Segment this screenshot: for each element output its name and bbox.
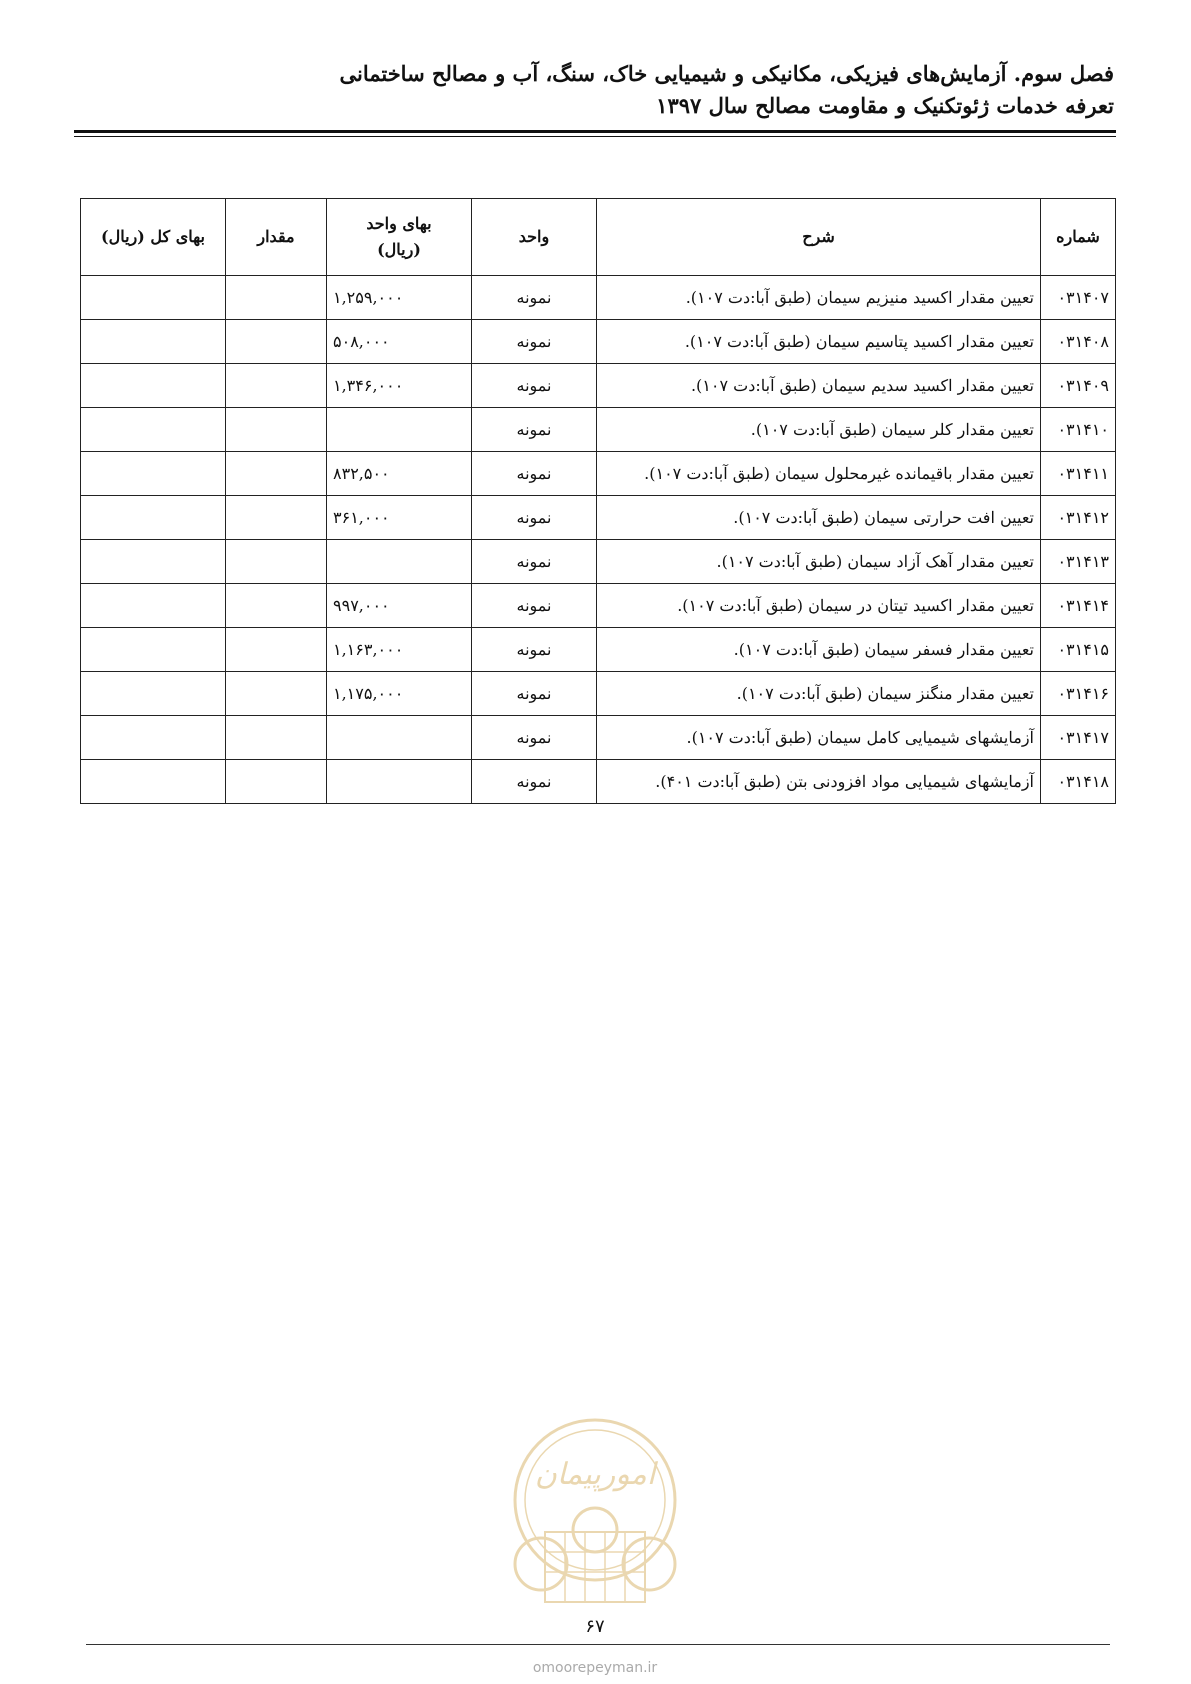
cell-desc: آزمایشهای شیمیایی کامل سیمان (طبق آبا:دت ۱۰۷). (597, 716, 1041, 760)
cell-unit: نمونه (472, 364, 597, 408)
cell-unit: نمونه (472, 452, 597, 496)
cell-desc: تعیین مقدار فسفر سیمان (طبق آبا:دت ۱۰۷). (597, 628, 1041, 672)
table-row (81, 540, 1116, 584)
header-rule-thick (74, 130, 1116, 133)
cell-qty (226, 584, 327, 628)
cell-code: ۰۳۱۴۰۹ (1041, 364, 1116, 408)
table-header-row (81, 199, 1116, 276)
cell-price: ۱,۱۶۳,۰۰۰ (327, 628, 472, 672)
cell-desc: آزمایشهای شیمیایی مواد افزودنی بتن (طبق آبا:دت ۴۰۱). (597, 760, 1041, 804)
cell-qty (226, 496, 327, 540)
cell-total (81, 408, 226, 452)
table-row (81, 320, 1116, 364)
header-code: شماره (1041, 199, 1116, 276)
cell-price: ۱,۲۵۹,۰۰۰ (327, 276, 472, 320)
cell-code: ۰۳۱۴۰۷ (1041, 276, 1116, 320)
header-unit-price-label: بهای واحد (366, 214, 432, 233)
cell-code: ۰۳۱۴۱۳ (1041, 540, 1116, 584)
header-unit-price (327, 199, 472, 276)
cell-unit: نمونه (472, 584, 597, 628)
table-row (81, 716, 1116, 760)
header-desc: شرح (597, 199, 1041, 276)
table-row (81, 760, 1116, 804)
cell-desc: تعیین افت حرارتی سیمان (طبق آبا:دت ۱۰۷). (597, 496, 1041, 540)
cell-code: ۰۳۱۴۱۵ (1041, 628, 1116, 672)
cell-unit: نمونه (472, 320, 597, 364)
cell-total (81, 364, 226, 408)
cell-desc: تعیین مقدار کلر سیمان (طبق آبا:دت ۱۰۷). (597, 408, 1041, 452)
cell-price (327, 760, 472, 804)
header-total: بهای کل (ریال) (81, 199, 226, 276)
cell-unit: نمونه (472, 628, 597, 672)
cell-unit: نمونه (472, 496, 597, 540)
cell-price (327, 408, 472, 452)
cell-desc: تعیین مقدار آهک آزاد سیمان (طبق آبا:دت ۱۰۷). (597, 540, 1041, 584)
cell-total (81, 628, 226, 672)
cell-code: ۰۳۱۴۱۲ (1041, 496, 1116, 540)
table-row (81, 672, 1116, 716)
cell-desc: تعیین مقدار منگنز سیمان (طبق آبا:دت ۱۰۷). (597, 672, 1041, 716)
cell-total (81, 320, 226, 364)
cell-total (81, 760, 226, 804)
table-row (81, 496, 1116, 540)
cell-qty (226, 672, 327, 716)
cell-desc: تعیین مقدار اکسید پتاسیم سیمان (طبق آبا:دت ۱۰۷). (597, 320, 1041, 364)
cell-code: ۰۳۱۴۱۰ (1041, 408, 1116, 452)
table-row (81, 584, 1116, 628)
header-rule-thin (74, 136, 1116, 137)
cell-qty (226, 276, 327, 320)
cell-code: ۰۳۱۴۱۸ (1041, 760, 1116, 804)
cell-qty (226, 320, 327, 364)
cell-price (327, 540, 472, 584)
page-header (74, 58, 1114, 122)
cell-price: ۱,۱۷۵,۰۰۰ (327, 672, 472, 716)
watermark-logo (505, 1412, 685, 1612)
cell-code: ۰۳۱۴۰۸ (1041, 320, 1116, 364)
header-qty: مقدار (226, 199, 327, 276)
cell-total (81, 672, 226, 716)
cell-qty (226, 628, 327, 672)
cell-qty (226, 760, 327, 804)
header-unit-price-currency: (ریال) (377, 240, 421, 259)
cell-price: ۱,۳۴۶,۰۰۰ (327, 364, 472, 408)
cell-price: ۵۰۸,۰۰۰ (327, 320, 472, 364)
cell-qty (226, 364, 327, 408)
cell-total (81, 584, 226, 628)
table-body (81, 276, 1116, 804)
header-unit: واحد (472, 199, 597, 276)
watermark-logo-text: امورپیمان (534, 1457, 656, 1492)
cell-total (81, 276, 226, 320)
cell-code: ۰۳۱۴۱۴ (1041, 584, 1116, 628)
cell-desc: تعیین مقدار اکسید منیزیم سیمان (طبق آبا:دت ۱۰۷). (597, 276, 1041, 320)
cell-total (81, 452, 226, 496)
cell-code: ۰۳۱۴۱۶ (1041, 672, 1116, 716)
cell-price: ۳۶۱,۰۰۰ (327, 496, 472, 540)
table-row (81, 276, 1116, 320)
table-row (81, 364, 1116, 408)
cell-code: ۰۳۱۴۱۷ (1041, 716, 1116, 760)
cell-qty (226, 540, 327, 584)
table-row (81, 628, 1116, 672)
cell-qty (226, 408, 327, 452)
table-row (81, 452, 1116, 496)
site-watermark: omoorepeyman.ir (532, 1660, 658, 1676)
document-title: تعرفه خدمات ژئوتکنیک و مقاومت مصالح سال ۱۳۹۷ (656, 93, 1114, 118)
cell-total (81, 716, 226, 760)
cell-price: ۸۳۲,۵۰۰ (327, 452, 472, 496)
tariff-table (80, 198, 1116, 804)
cell-total (81, 540, 226, 584)
cell-unit: نمونه (472, 540, 597, 584)
cell-unit: نمونه (472, 760, 597, 804)
cell-total (81, 496, 226, 540)
footer-rule (86, 1644, 1110, 1645)
cell-unit: نمونه (472, 716, 597, 760)
cell-price: ۹۹۷,۰۰۰ (327, 584, 472, 628)
cell-desc: تعیین مقدار باقیمانده غیرمحلول سیمان (طبق آبا:دت ۱۰۷). (597, 452, 1041, 496)
cell-desc: تعیین مقدار اکسید تیتان در سیمان (طبق آبا:دت ۱۰۷). (597, 584, 1041, 628)
page-number: ۶۷ (585, 1616, 605, 1637)
table-row (81, 408, 1116, 452)
chapter-title: فصل سوم. آزمایش‌های فیزیکی، مکانیکی و شیمیایی خاک، سنگ، آب و مصالح ساختمانی (339, 61, 1114, 86)
cell-unit: نمونه (472, 408, 597, 452)
cell-unit: نمونه (472, 672, 597, 716)
cell-unit: نمونه (472, 276, 597, 320)
cell-qty (226, 452, 327, 496)
cell-code: ۰۳۱۴۱۱ (1041, 452, 1116, 496)
cell-desc: تعیین مقدار اکسید سدیم سیمان (طبق آبا:دت ۱۰۷). (597, 364, 1041, 408)
cell-qty (226, 716, 327, 760)
cell-price (327, 716, 472, 760)
